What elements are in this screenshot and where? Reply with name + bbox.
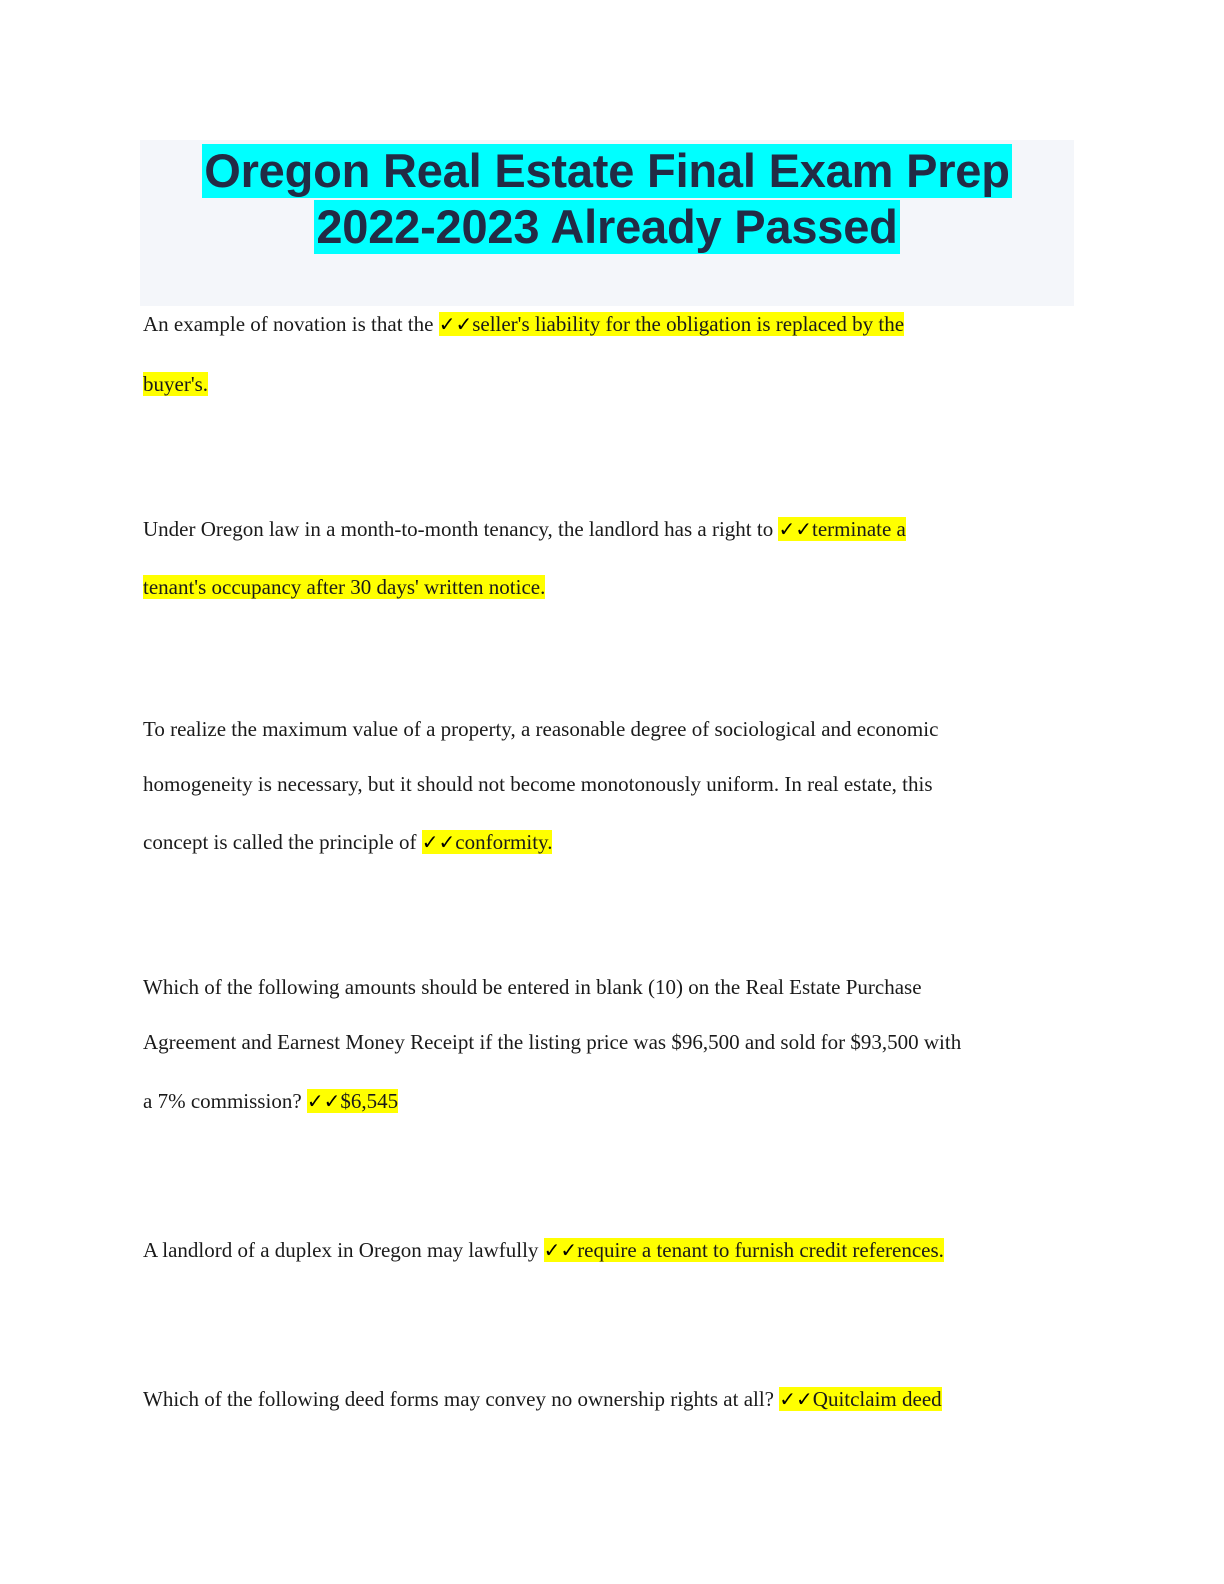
qa-line	[143, 1236, 944, 1264]
title-panel	[140, 140, 1074, 306]
qa-line	[143, 770, 933, 798]
double-check-icon: ✓✓	[438, 312, 473, 336]
question-text: Which of the following deed forms may convey no ownership rights at all?	[143, 1387, 780, 1411]
question-text: Under Oregon law in a month-to-month tenancy, the landlord has a right to	[143, 517, 779, 541]
answer-highlight	[544, 1238, 944, 1262]
qa-line	[143, 1087, 398, 1115]
double-check-icon: ✓✓	[779, 1387, 813, 1411]
question-text: homogeneity is necessary, but it should not become monotonously uniform. In real estate, this	[143, 772, 933, 796]
question-text: An example of novation is that the	[143, 312, 439, 336]
qa-line	[143, 573, 545, 601]
answer-text: require a tenant to furnish credit references.	[577, 1238, 944, 1262]
answer-text: $6,545	[340, 1089, 399, 1113]
document-title-line-1: Oregon Real Estate Final Exam Prep	[204, 144, 1010, 197]
question-text: Which of the following amounts should be entered in blank (10) on the Real Estate Purchase	[143, 975, 922, 999]
answer-text: conformity.	[455, 830, 553, 854]
question-text: concept is called the principle of	[143, 830, 422, 854]
qa-line	[143, 1028, 961, 1056]
document-title-line-2: 2022-2023 Already Passed	[316, 200, 898, 253]
answer-text: Quitclaim deed	[812, 1387, 942, 1411]
answer-highlight	[422, 830, 553, 854]
question-text: A landlord of a duplex in Oregon may lawfully	[143, 1238, 544, 1262]
answer-text: buyer's.	[143, 372, 209, 396]
double-check-icon: ✓✓	[421, 830, 456, 854]
qa-line	[143, 310, 904, 338]
question-text: a 7% commission?	[143, 1089, 307, 1113]
qa-line	[143, 515, 906, 543]
double-check-icon: ✓✓	[543, 1238, 578, 1262]
answer-highlight	[439, 312, 904, 336]
qa-line	[143, 1385, 942, 1413]
double-check-icon: ✓✓	[306, 1089, 341, 1113]
qa-line	[143, 715, 938, 743]
qa-line	[143, 973, 922, 1001]
double-check-icon: ✓✓	[778, 517, 812, 541]
answer-highlight	[778, 517, 905, 541]
answer-text: seller's liability for the obligation is replaced by the	[472, 312, 905, 336]
answer-text: tenant's occupancy after 30 days' written notice.	[143, 575, 546, 599]
question-text: To realize the maximum value of a property, a reasonable degree of sociological and economic	[143, 717, 939, 741]
answer-text: terminate a	[812, 517, 906, 541]
answer-highlight	[779, 1387, 941, 1411]
question-text: Agreement and Earnest Money Receipt if the listing price was $96,500 and sold for $93,500 with	[143, 1030, 962, 1054]
answer-highlight	[307, 1089, 398, 1113]
qa-line	[143, 828, 552, 856]
qa-line	[143, 370, 208, 398]
